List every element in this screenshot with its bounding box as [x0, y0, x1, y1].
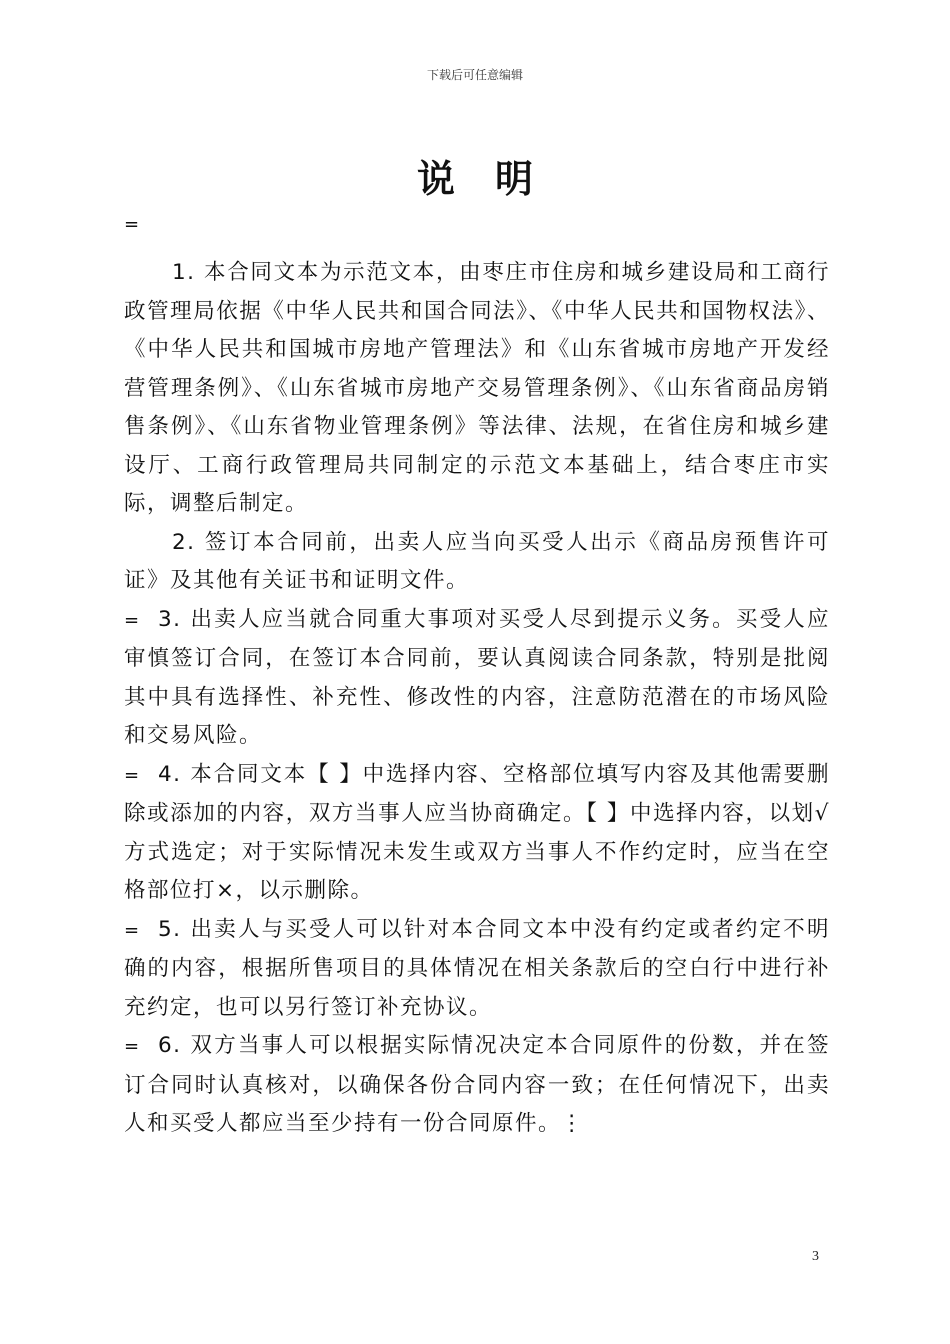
page-title: 说明 [416, 157, 573, 201]
paragraph-6-marker: = [124, 1036, 140, 1057]
page-number: 3 [812, 1249, 819, 1264]
paragraph-4-text: 4. 本合同文本【 】中选择内容、空格部位填写内容及其他需要删除或添加的内容，双方当事人应当协商确定。【 】中选择内容，以划√方式选定；对于实际情况未发生或双方当事人不作约定时，应当在空格部位打×，以示删除。 [124, 761, 830, 903]
paragraph-5-marker: = [124, 919, 140, 941]
stray-mark: = [124, 214, 140, 235]
paragraph-5-text: 5. 出卖人与买受人可以针对本合同文本中没有约定或者约定不明确的内容，根据所售项目的具体情况在相关条款后的空白行中进行补充约定，也可以另行签订补充协议。 [124, 916, 830, 1020]
paragraph-2-text: 2. 签订本合同前，出卖人应当向买受人出示《商品房预售许可证》及其他有关证书和证明文件。 [124, 529, 830, 593]
paragraph-1 [124, 254, 830, 524]
paragraph-3-marker: = [124, 609, 140, 631]
paragraph-3 [124, 601, 830, 756]
paragraph-6-text: 6. 双方当事人可以根据实际情况决定本合同原件的份数，并在签订合同时认真核对，以确保各份合同内容一致；在任何情况下，出卖人和买受人都应当至少持有一份合同原件。⋮ [124, 1033, 830, 1136]
header-note: 下载后可任意编辑 [426, 68, 523, 82]
paragraph-5 [124, 911, 830, 1028]
paragraph-2 [124, 524, 830, 601]
paragraph-1-text: 1. 本合同文本为示范文本，由枣庄市住房和城乡建设局和工商行政管理局依据《中华人民共和国合同法》、《中华人民共和国物权法》、《中华人民共和国城市房地产管理法》和《山东省城市房地产开发经营管理条例》、《山东省城市房地产交易管理条例》、《山东省商品房销售条例》、《山东省物业管理条例》等法律、法规，在省住房和城乡建设厅、工商行政管理局共同制定的示范文本基础上，结合枣庄市实际，调整后制定。 [124, 260, 830, 516]
paragraph-4 [124, 756, 830, 911]
document-body [124, 254, 830, 1144]
paragraph-3-text: 3. 出卖人应当就合同重大事项对买受人尽到提示义务。买受人应审慎签订合同，在签订本合同前，要认真阅读合同条款，特别是批阅其中具有选择性、补充性、修改性的内容，注意防范潜在的市场风险和交易风险。 [124, 606, 830, 748]
paragraph-4-marker: = [124, 764, 140, 786]
paragraph-6 [124, 1027, 830, 1144]
